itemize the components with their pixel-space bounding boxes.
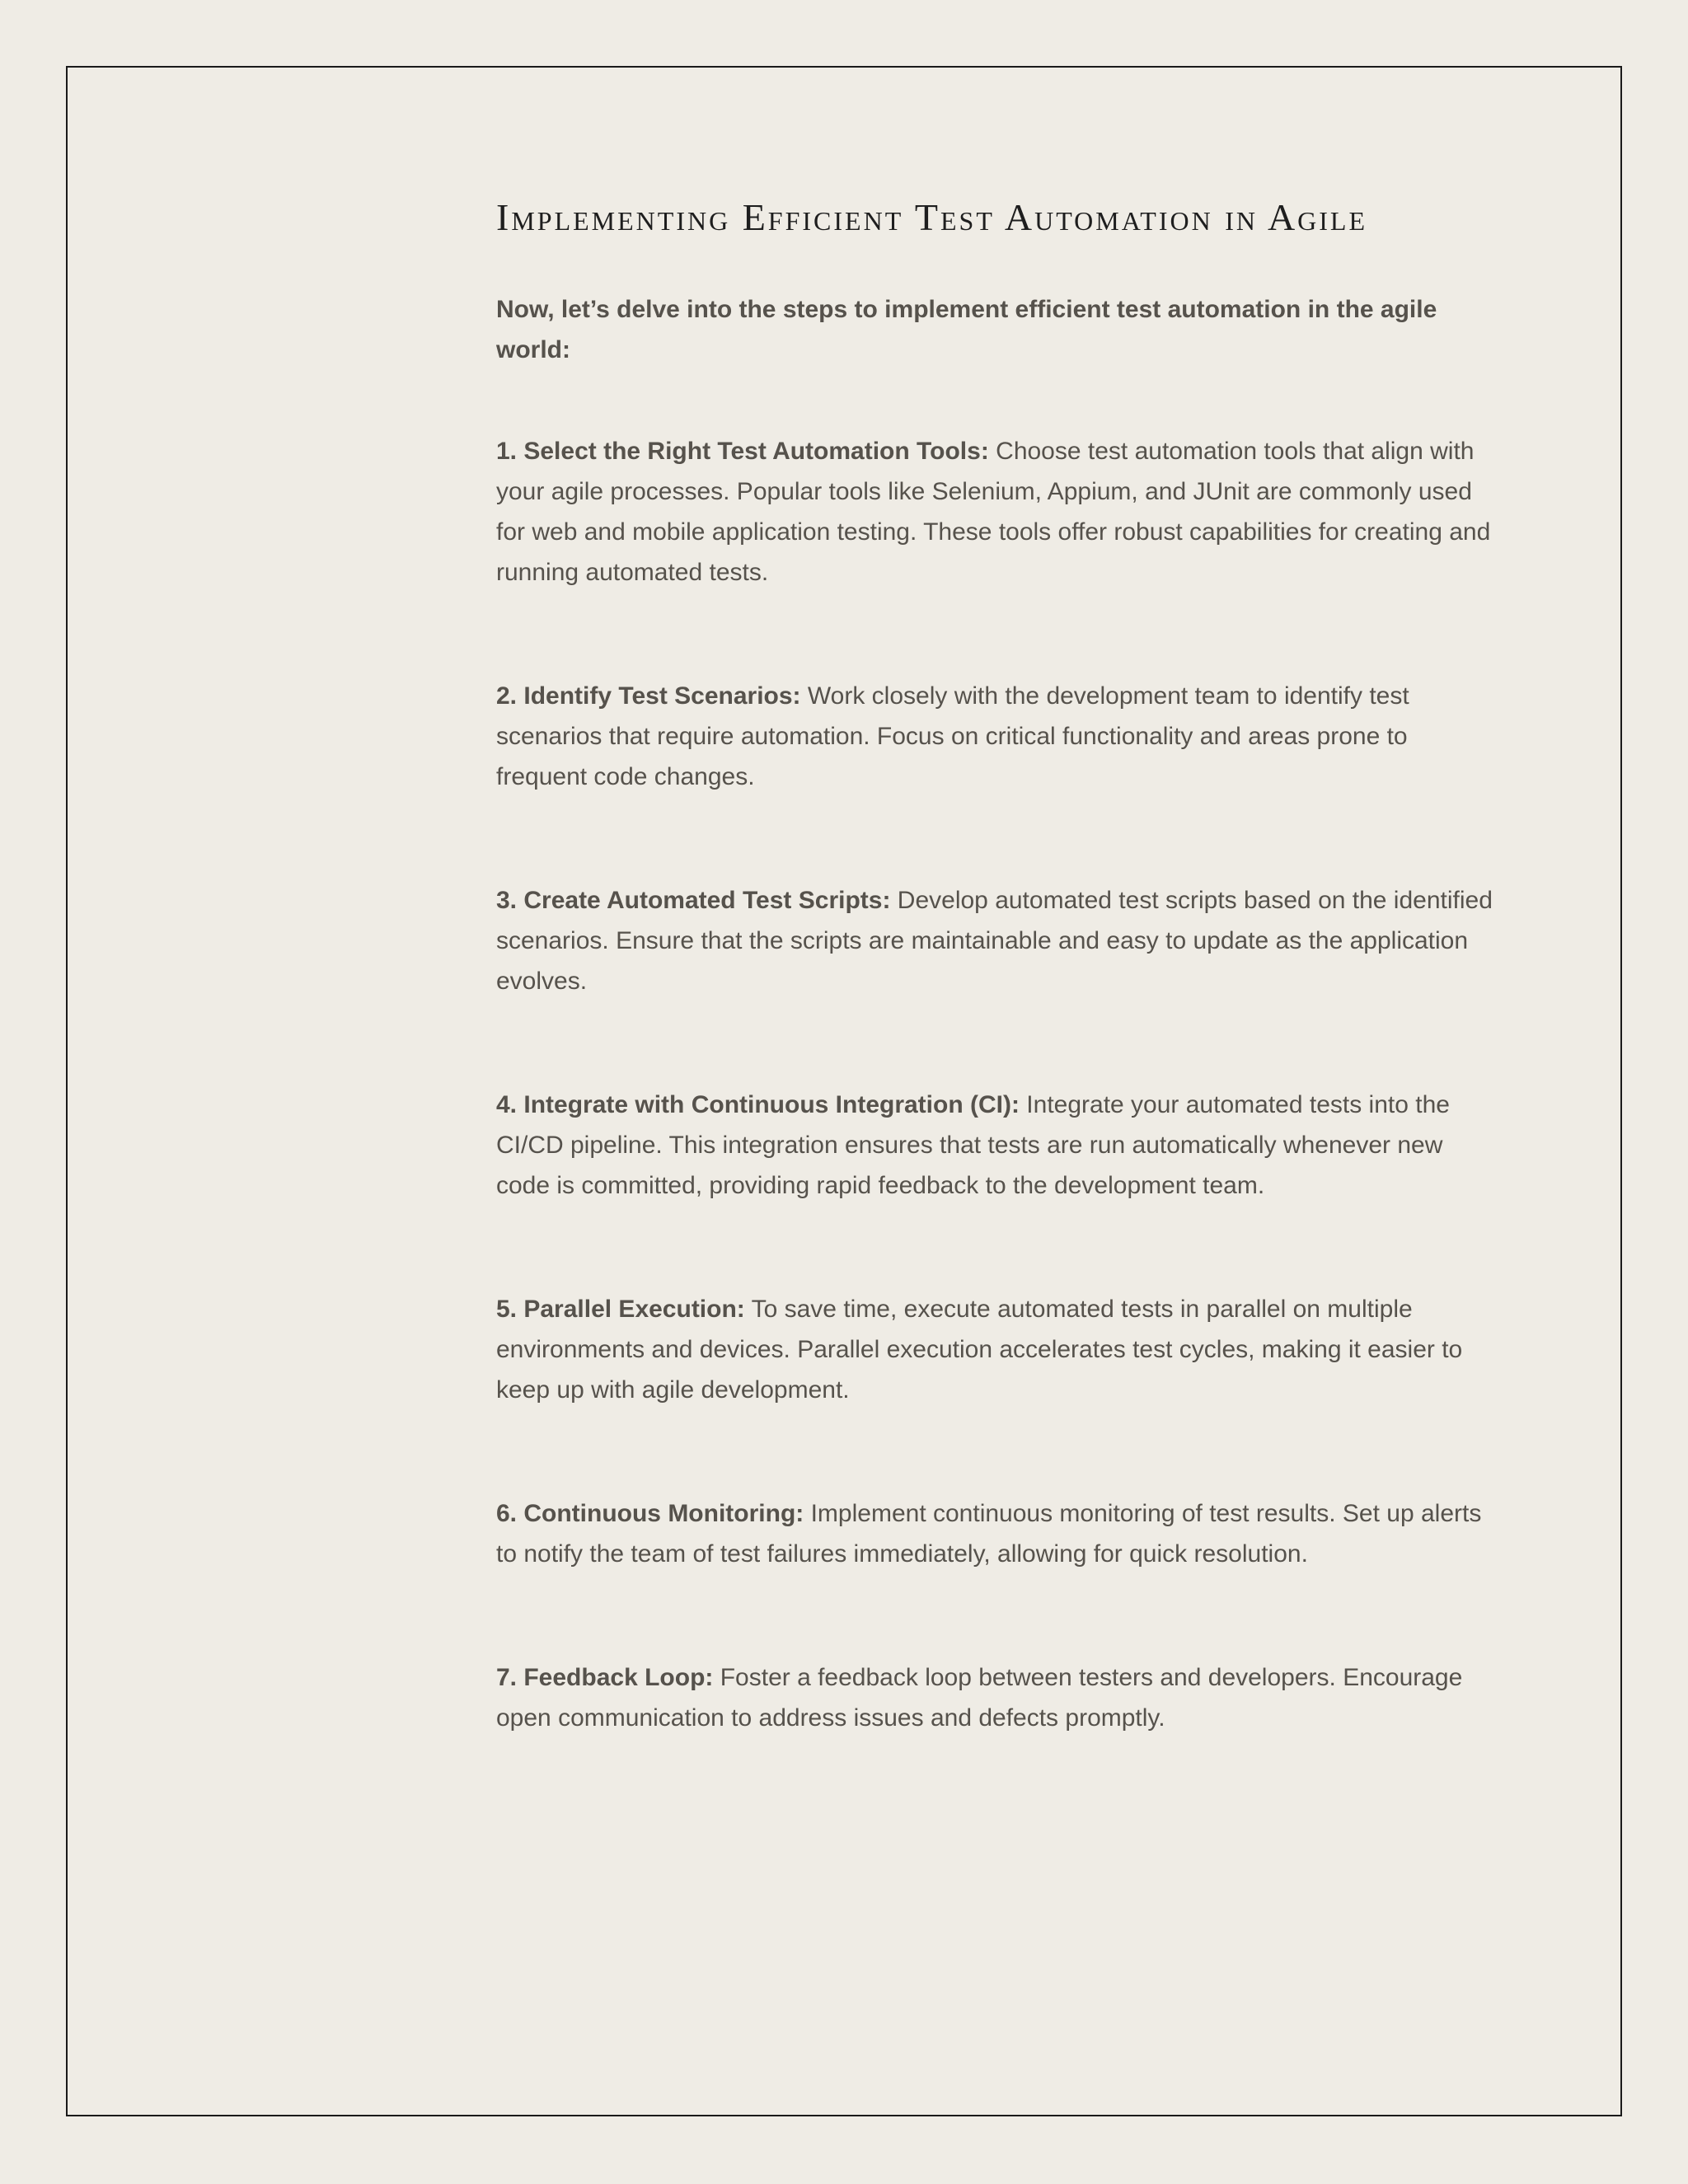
step-text: Foster a feedback loop between testers and developers. Encourage open communication to address issues and defects promptly. bbox=[496, 1664, 1463, 1732]
steps-list bbox=[496, 431, 1493, 1738]
intro-paragraph: Now, let’s delve into the steps to implement efficient test automation in the agile world: bbox=[496, 296, 1437, 364]
step-label: 5. Parallel Execution: bbox=[496, 1296, 745, 1324]
step-text: Work closely with the development team to identify test scenarios that require automation. Focus on critical functionality and areas prone to frequent code changes. bbox=[496, 682, 1409, 791]
step-label: 4. Integrate with Continuous Integration (CI): bbox=[496, 1091, 1020, 1119]
step-label: 6. Continuous Monitoring: bbox=[496, 1500, 804, 1528]
step-text: Implement continuous monitoring of test results. Set up alerts to notify the team of test failures immediately, allowing for quick resolution. bbox=[496, 1500, 1482, 1568]
step-label: 3. Create Automated Test Scripts: bbox=[496, 887, 891, 915]
step-3 bbox=[496, 880, 1493, 1001]
step-text: Integrate your automated tests into the CI/CD pipeline. This integration ensures that tests are run automatically whenever new code is committed, providing rapid feedback to the development team. bbox=[496, 1091, 1450, 1200]
step-text: To save time, execute automated tests in parallel on multiple environments and devices. Parallel execution accelerates test cycles, making it easier to keep up with agile development. bbox=[496, 1296, 1463, 1404]
document-content bbox=[496, 194, 1493, 1821]
step-5 bbox=[496, 1289, 1493, 1410]
step-6 bbox=[496, 1493, 1493, 1574]
page-title: Implementing Efficient Test Automation in Agile bbox=[496, 196, 1368, 238]
step-2 bbox=[496, 676, 1493, 797]
step-label: 2. Identify Test Scenarios: bbox=[496, 682, 801, 710]
step-label: 1. Select the Right Test Automation Tools: bbox=[496, 438, 989, 466]
step-text: Choose test automation tools that align with your agile processes. Popular tools like Selenium, Appium, and JUnit are commonly used for web and mobile application testing. These tools offer robust capabilities for creating and running automated tests. bbox=[496, 438, 1491, 587]
step-label: 7. Feedback Loop: bbox=[496, 1664, 714, 1692]
step-1 bbox=[496, 431, 1493, 593]
step-text: Develop automated test scripts based on the identified scenarios. Ensure that the scripts are maintainable and easy to update as the application evolves. bbox=[496, 887, 1493, 996]
step-7 bbox=[496, 1657, 1493, 1738]
step-4 bbox=[496, 1085, 1493, 1206]
